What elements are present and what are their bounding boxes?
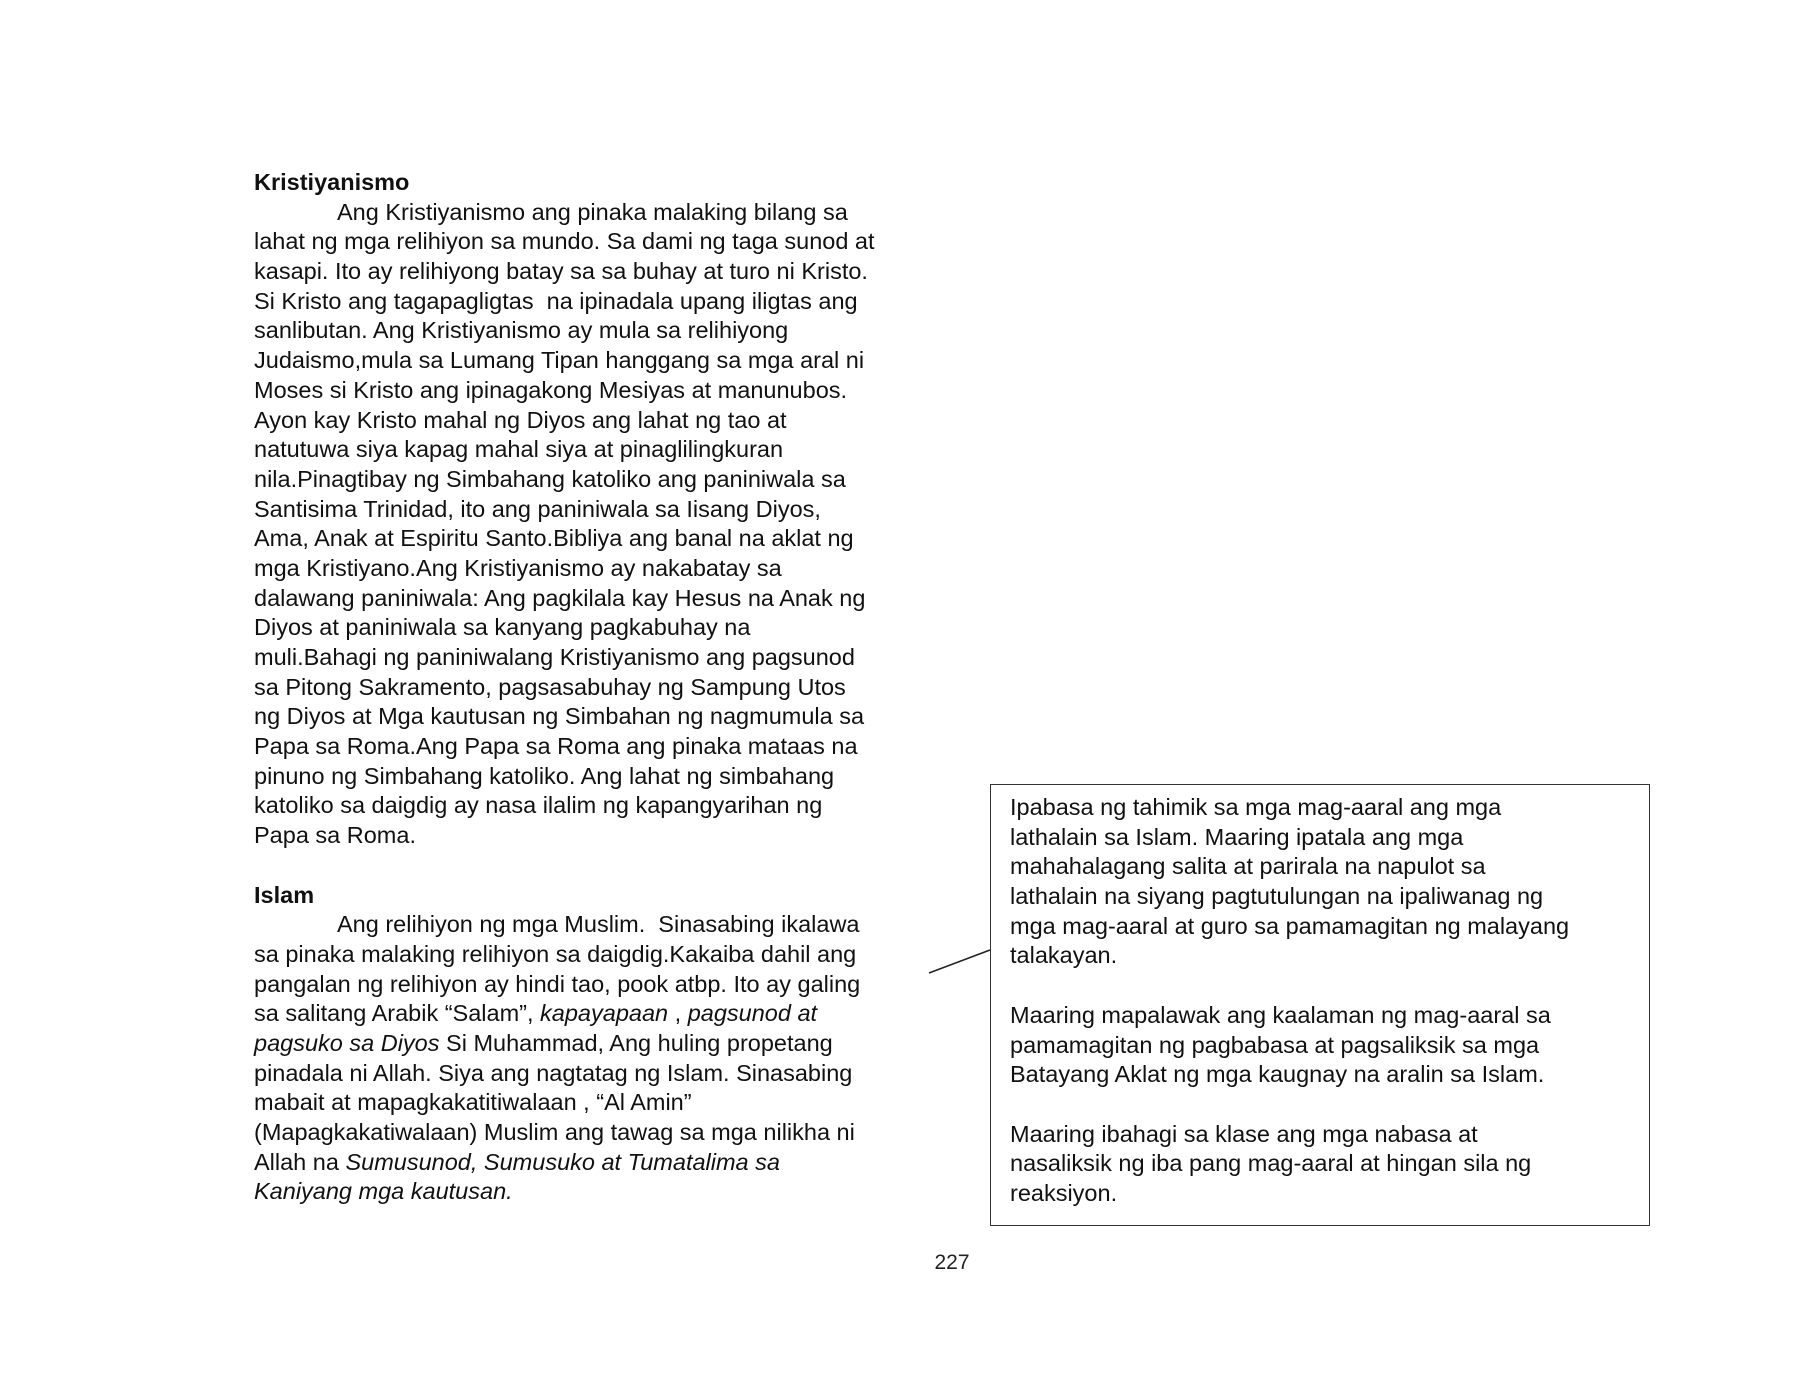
note-line: reaksiyon. — [1010, 1179, 1118, 1206]
text-segment: katoliko sa daigdig ay nasa ilalim ng kapangyarihan ng — [254, 792, 823, 819]
italic-text: Sumusunod, Sumusuko at Tumatalima sa — [345, 1148, 780, 1175]
note-line: Maaring mapalawak ang kaalaman ng mag-aaral sa — [1010, 1001, 1551, 1028]
text-segment: Diyos at paniniwala sa kanyang pagkabuhay na — [254, 614, 751, 641]
text-segment: Judaismo,mula sa Lumang Tipan hanggang sa mga aral ni — [254, 347, 865, 374]
text-segment: natutuwa siya kapag mahal siya at pinaglilingkuran — [254, 436, 784, 463]
note-line: Batayang Aklat ng mga kaugnay na aralin sa Islam. — [1010, 1061, 1545, 1088]
text-segment: kasapi. Ito ay relihiyong batay sa sa buhay at turo ni Kristo. — [254, 258, 868, 285]
text-segment: Ayon kay Kristo mahal ng Diyos ang lahat ng tao at — [254, 406, 787, 433]
text-segment: Papa sa Roma.Ang Papa sa Roma ang pinaka mataas na — [254, 733, 858, 760]
text-segment: Allah na — [254, 1148, 346, 1175]
text-segment: sa salitang Arabik “Salam”, — [254, 1000, 541, 1027]
text-segment: mga Kristiyano.Ang Kristiyanismo ay nakabatay sa — [254, 554, 782, 581]
note-line: nasaliksik ng iba pang mag-aaral at hingan sila ng — [1010, 1150, 1532, 1177]
text-segment: sa Pitong Sakramento, pagsasabuhay ng Sampung Utos — [254, 673, 846, 700]
italic-text: pagsuko sa Diyos — [254, 1029, 440, 1056]
text-segment: Ang Kristiyanismo ang pinaka malaking bilang sa — [337, 198, 848, 225]
section-heading: Islam — [254, 881, 315, 908]
text-segment: pinuno ng Simbahang katoliko. Ang lahat ng simbahang — [254, 762, 835, 789]
text-segment: Ang relihiyon ng mga Muslim. Sinasabing ikalawa — [337, 911, 860, 938]
text-segment: sanlibutan. Ang Kristiyanismo ay mula sa relihiyong — [254, 317, 789, 344]
note-line: talakayan. — [1010, 942, 1118, 969]
section-heading: Kristiyanismo — [254, 169, 410, 195]
blank-line — [1010, 971, 1649, 1001]
italic-text: Kaniyang mga kautusan. — [254, 1178, 513, 1205]
italic-text: pagsunod at — [687, 1000, 818, 1027]
note-line: Maaring ibahagi sa klase ang mga nabasa at — [1010, 1120, 1478, 1147]
text-segment: mabait at mapagkakatitiwalaan , “Al Amin” — [254, 1089, 692, 1116]
teacher-note-box — [990, 784, 1650, 1226]
text-segment: Papa sa Roma. — [254, 822, 416, 849]
note-line: mahahalagang salita at parirala na napulot sa — [1010, 853, 1486, 880]
blank-line — [1010, 1090, 1649, 1120]
text-segment: lahat ng mga relihiyon sa mundo. Sa dami ng taga sunod at — [254, 228, 875, 255]
text-segment: pangalan ng relihiyon ay hindi tao, pook atbp. Ito ay galing — [254, 970, 861, 997]
note-line: mga mag-aaral at guro sa pamamagitan ng malayang — [1010, 912, 1570, 939]
italic-text: kapayapaan — [540, 1000, 669, 1027]
text-segment: dalawang paniniwala: Ang pagkilala kay Hesus na Anak ng — [254, 584, 866, 611]
text-segment: Santisima Trinidad, ito ang paniniwala sa Iisang Diyos, — [254, 495, 821, 522]
text-segment: pinadala ni Allah. Siya ang nagtatag ng Islam. Sinasabing — [254, 1059, 853, 1086]
text-segment: , — [668, 1000, 688, 1027]
note-line: pamamagitan ng pagbabasa at pagsaliksik sa mga — [1010, 1031, 1540, 1058]
text-segment: sa pinaka malaking relihiyon sa daigdig.Kakaiba dahil ang — [254, 940, 857, 967]
text-segment: Si Muhammad, Ang huling propetang — [439, 1029, 833, 1056]
text-segment: Ama, Anak at Espiritu Santo.Bibliya ang banal na aklat ng — [254, 525, 854, 552]
note-line: Ipabasa ng tahimik sa mga mag-aaral ang mga — [1010, 794, 1502, 820]
note-line: lathalain na siyang pagtutulungan na ipaliwanag ng — [1010, 883, 1544, 910]
page-number: 227 — [934, 1251, 970, 1274]
text-segment: nila.Pinagtibay ng Simbahang katoliko ang paniniwala sa — [254, 465, 846, 492]
text-segment: Moses si Kristo ang ipinagakong Mesiyas at manunubos. — [254, 376, 848, 403]
text-segment: muli.Bahagi ng paniniwalang Kristiyanismo ang pagsunod — [254, 644, 855, 670]
text-segment: (Mapagkakatiwalaan) Muslim ang tawag sa mga nilikha ni — [254, 1119, 855, 1145]
text-segment: Si Kristo ang tagapagligtas na ipinadala upang iligtas ang — [254, 287, 858, 314]
text-segment: ng Diyos at Mga kautusan ng Simbahan ng nagmumula sa — [254, 703, 865, 730]
note-line: lathalain sa Islam. Maaring ipatala ang mga — [1010, 823, 1464, 850]
